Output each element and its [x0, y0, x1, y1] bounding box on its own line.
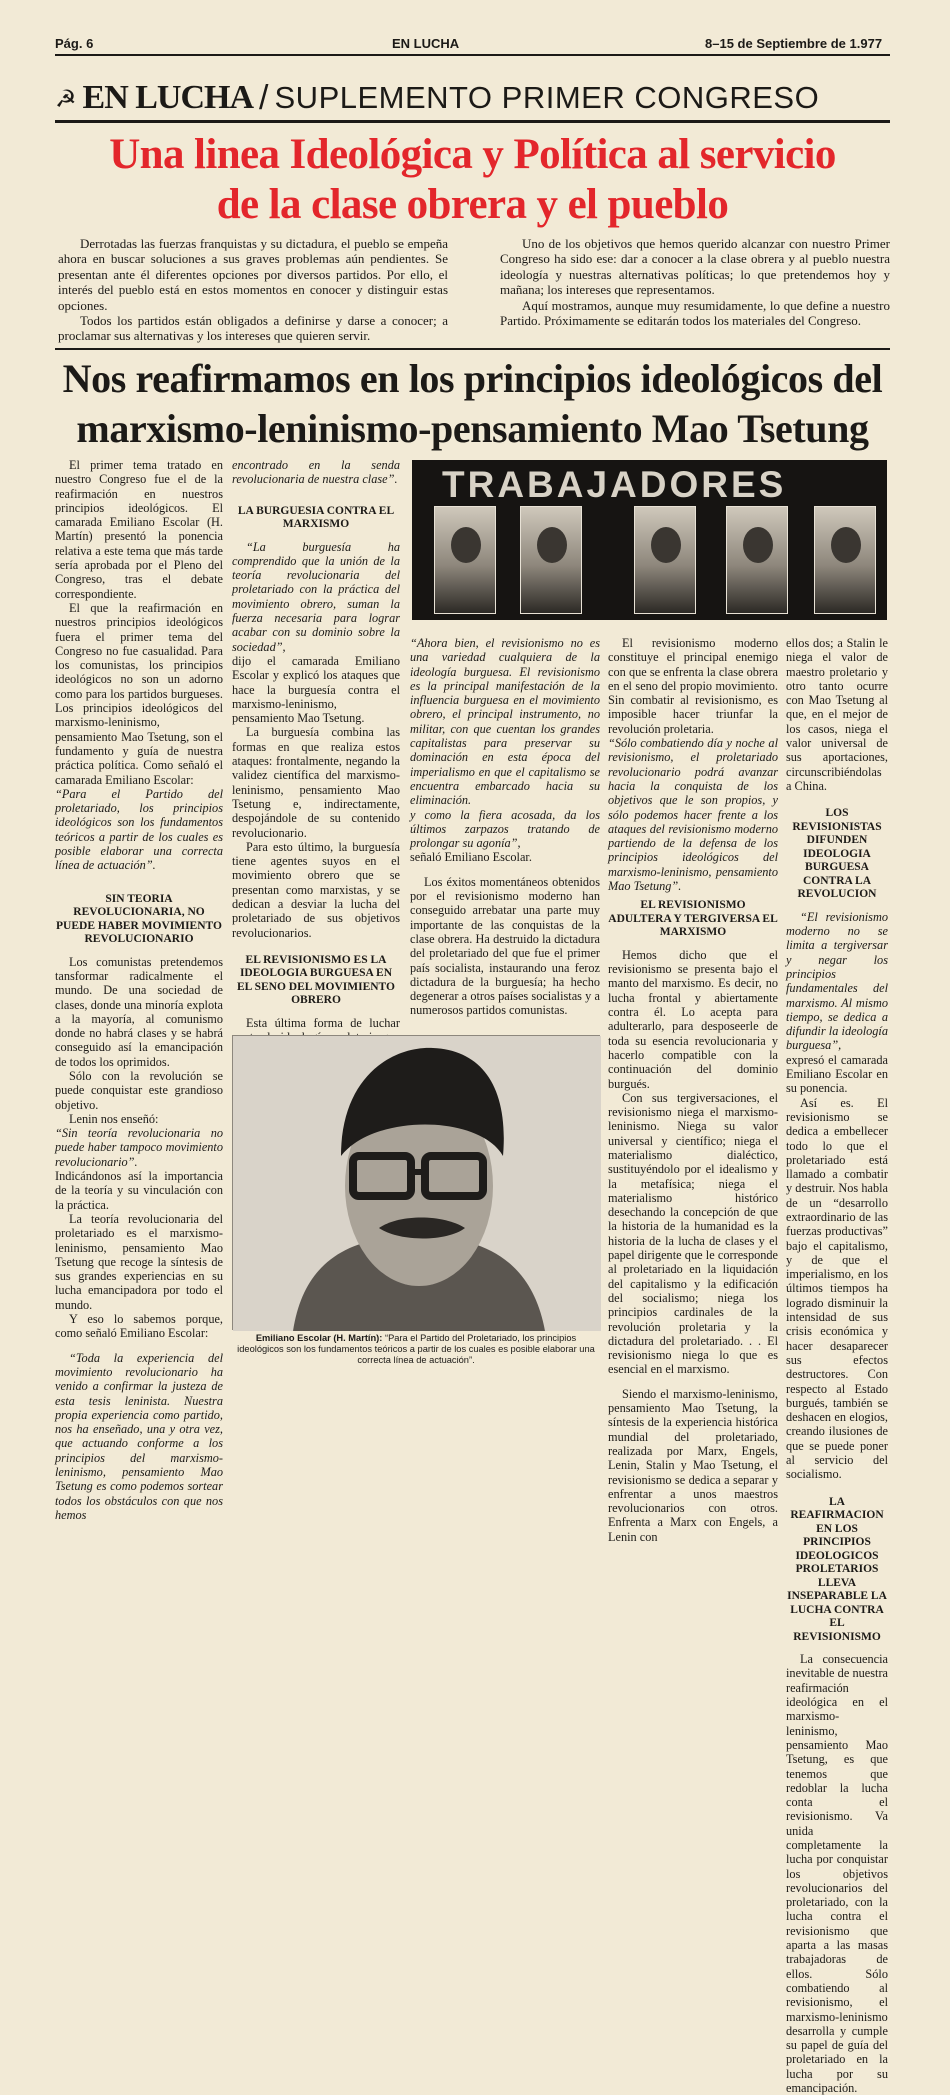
col2-subhead-2: EL REVISIONISMO ES LA IDEOLOGIA BURGUESA EN EL SENO DEL MOVIMIENTO OBRERO: [237, 953, 395, 1007]
col5-subhead-2: LA REAFIRMACION EN LOS PRINCIPIOS IDEOLOGICOS PROLETARIOS LLEVA INSEPARABLE LA LUCHA CONTRA EL REVISIONISMO: [787, 1495, 887, 1643]
col4-p2: Hemos dicho que el revisionismo se presenta bajo el manto del marxismo. Es decir, no lucha frontal y abiertamente contra él. Lo acepta para adulterarlo, para desposeerle de toda su esencia revolucionaria y hacerlo compatible con la continuación del dominio burgués.: [608, 947, 778, 1091]
col2-p3: Para esto último, la burguesía tiene agentes suyos en el movimiento obrero que se presentan como marxistas, y se dedican a desviar la lucha del proletariado de sus objetivos revolucionarios.: [232, 839, 400, 940]
photo-emiliano-escolar: [232, 1035, 600, 1330]
article-headline-line1: Nos reafirmamos en los principios ideológicos del: [62, 356, 883, 401]
masthead-rule: [55, 120, 890, 123]
folio-paper: EN LUCHA: [392, 36, 460, 51]
red-headline-line2: de la clase obrera y el pueblo: [216, 181, 729, 228]
col1-p3: Los comunistas pretendemos tansformar radicalmente el mundo. De una sociedad de clases, donde una minoría explota a la mayoría, al comunismo donde no habrá clases y se habrá conseguido así la emancipación de todos los oprimidos.: [55, 954, 223, 1069]
col1-p8-quote: “Toda la experiencia del movimiento revolucionario ha venido a confirmar la justeza de esta tesis leninista. Nuestra propia experiencia como partido, nos ha enseñado, una y otra vez, que actuando conforme a los principios del marxismo-leninismo, pensamiento Mao Tsetung es como podemos sortear todos los obstáculos con que nos hemos: [55, 1350, 223, 1522]
col1-p5-b: Indicándonos así la importancia de la teoría y su vinculación con la práctica.: [55, 1169, 223, 1212]
masthead-slash: /: [259, 79, 269, 117]
portrait-stalin: [726, 506, 788, 614]
col1-p5: Lenin nos enseñó:: [69, 1111, 159, 1126]
masthead-logo: EN LUCHA: [82, 79, 254, 116]
caption-name: Emiliano Escolar (H. Martín):: [255, 1333, 383, 1343]
col4-p4: Siendo el marxismo-leninismo, pensamiento Mao Tsetung, la síntesis de la experiencia histórica mundial del proletariado, realizada por Marx, Engels, Lenin, Stalin y Mao Tsetung, el revisionismo se dedica a separar y enfrentar a unos maestros revolucionarios con otros. Enfrenta a Marx con Engels, a Lenin con: [608, 1386, 778, 1544]
intro-left-p1: Derrotadas las fuerzas franquistas y su dictadura, el pueblo se empeña ahora en buscar soluciones a sus graves problemas aún pendientes. Se presentan ante él diferentes opciones por diversos partidos. Por ello, el interés del pueblo está en estos momentos en conocer y distinguir estas opciones.: [58, 236, 448, 313]
caption-text: “Para el Partido del Proletariado, los principios ideológicos son los fundamentos teóricos a partir de los cuales es posible elaborar una correcta línea de actuación”.: [237, 1333, 595, 1365]
intro-rule: [55, 348, 890, 350]
banner-word: TRABAJADORES: [442, 464, 787, 505]
intro-left: [58, 236, 448, 344]
top-rule: [55, 54, 890, 56]
portrait-illustration: [233, 1036, 601, 1331]
photo-portraits-banner: [412, 460, 887, 620]
column-2: [232, 458, 400, 1073]
col5-p2-b: expresó el camarada Emiliano Escolar en su ponencia.: [786, 1052, 888, 1096]
col2-p1-b: dijo el camarada Emiliano Escolar y explicó los ataques que hace la burguesía contra el marxismo-leninismo, pensamiento Mao Tsetung.: [232, 653, 400, 726]
photo-caption: [232, 1333, 600, 1366]
col2-p2: La burguesía combina las formas en que realiza estos ataques: frontalmente, negando la validez científica del marxismo-leninismo, pensamiento Mao Tsetung e, indirectamente, despojándole de su contenido revolucionario.: [232, 725, 400, 840]
col1-p5-quote: “Sin teoría revolucionaria no puede haber tampoco movimiento revolucionario”.: [55, 1126, 223, 1169]
folio-page: Pág. 6: [55, 36, 94, 51]
article-headline-line2: marxismo-leninismo-pensamiento Mao Tsetung: [76, 406, 869, 451]
column-3: [410, 636, 600, 1018]
column-1: [55, 458, 223, 1522]
col2-p0-quote: encontrado en la senda revolucionaria de nuestra clase”.: [232, 458, 400, 487]
col5-subhead-1: LOS REVISIONISTAS DIFUNDEN IDEOLOGIA BURGUESA CONTRA LA REVOLUCION: [792, 807, 882, 901]
col3-p1-quote: “Ahora bien, el revisionismo no es una variedad cualquiera de la ideología burguesa. El revisionismo es la principal manifestación de la influencia burguesa en el movimiento obrero, el principal instrumento, no militar, con que cuentan los grandes capitalistas para preservar su dominación en esta época del imperialismo en que el capitalismo se encuentra embarcado hacia su eliminación.: [410, 636, 600, 808]
col1-p4: Sólo con la revolución se puede conquistar este grandioso objetivo.: [55, 1068, 223, 1112]
col2-subhead-1: LA BURGUESIA CONTRA EL MARXISMO: [237, 504, 395, 531]
red-headline: [55, 130, 890, 230]
portrait-marx: [434, 506, 496, 614]
intro-left-p2: Todos los partidos están obligados a definirse y darse a conocer; a proclamar sus alternativas y los intereses que quieren servir.: [58, 313, 448, 344]
col1-p2-quote: “Para el Partido del proletariado, los principios ideológicos son los fundamentos teóricos a partir de los cuales es posible elaborar una correcta línea de actuación”.: [55, 786, 223, 873]
col1-p1: El primer tema tratado en nuestro Congreso fue el de la reafirmación en nuestros principios ideológicos. El camarada Emiliano Escolar (H. Martín) presentó la ponencia relativa a este tema que más tarde sería aprobada por el Pleno del Congreso, tras el debate correspondiente.: [55, 458, 223, 601]
col3-p2-quote: y como la fiera acosada, da los últimos zarpazos tratando de prolongar su agonía”,: [410, 807, 600, 851]
col1-subhead-1: SIN TEORIA REVOLUCIONARIA, NO PUEDE HABER MOVIMIENTO REVOLUCIONARIO: [56, 892, 222, 946]
portrait-lenin: [634, 506, 696, 614]
intro-right: [500, 236, 890, 328]
intro-right-p1: Uno de los objetivos que hemos querido alcanzar con nuestro Primer Congreso ha sido ese: dar a conocer a la clase obrera y al pueblo nuestra ideología y nuestras alternativas políticas; lo que pretendemos hoy y mañana; los intereses que representamos.: [500, 236, 890, 298]
hammer-sickle-icon: ☭: [55, 87, 77, 113]
col4-p3: Con sus tergiversaciones, el revisionismo niega el marxismo-leninismo. Niega su valor universal y científico; niega el materialismo dialéctico, sustituyéndolo por el idealismo y la metafísica; niega el materialismo histórico desechando la concepción de que la historia de la humanidad es la historia de la lucha de clases y el papel dirigente que le corresponde al proletariado en la liquidación del capitalismo y la edificación del socialismo; niega los principios cardinales de la revolución proletaria y la dictadura del proletariado. . . El revisionismo niega lo que es esencial en el marxismo.: [608, 1090, 778, 1377]
intro-right-p2: Aquí mostramos, aunque muy resumidamente, lo que define a nuestro Partido. Próximamente se editarán todos los materiales del Congreso.: [500, 297, 890, 329]
col4-p1-quote: “Sólo combatiendo día y noche al revisionismo, el proletariado revolucionario podrá avanzar hacia la conquista de los objetivos que le son propios, y sólo podemos hacer frente a los ataques del revisionismo moderno partiendo de la defensa de los principios ideológicos del marxismo-leninismo, pensamiento Mao Tsetung”.: [608, 736, 778, 894]
column-4: [608, 636, 778, 1544]
col2-p4: Esta última forma de luchar: [246, 1015, 400, 1030]
masthead: [55, 74, 890, 116]
folio-date: 8–15 de Septiembre de 1.977: [705, 36, 883, 51]
col1-p7: Y eso lo sabemos porque, como señaló Emiliano Escolar:: [55, 1312, 223, 1341]
col2-p1-quote: “La burguesía ha comprendido que la unión de la teoría revolucionaria del proletariado con la práctica del movimiento obrero, suman la fuerza necesaria para lograr acabar con su dominio sobre la sociedad”,: [232, 539, 400, 654]
col5-p4: La consecuencia inevitable de nuestra reafirmación ideológica en el marxismo-leninismo, pensamiento Mao Tsetung, es que tenemos que redoblar la lucha conta el revisionismo. Va unida completamente la lucha por conquistar los objetivos revolucionarios del proletariado, con la lucha contra el revisionismo que aparta a las masas trabajadoras de ellos. Sólo combatiendo al revisionismo, el marxismo-leninismo desarrolla y cumple su papel de guía del proletariado en la lucha por su emancipación.: [786, 1652, 888, 2095]
column-5: [786, 636, 888, 2095]
article-headline: [55, 354, 890, 454]
col4-p1: El revisionismo moderno constituye el principal enemigo con que se enfrenta la clase obrera en el seno del propio movimiento. Sin combatir al revisionismo, es imposible hacer triunfar la revolución proletaria.: [608, 636, 778, 736]
col1-p2: El que la reafirmación en nuestros principios ideológicos fuera el primer tema del Congreso no fue casualidad. Para los comunistas, los principios ideológicos no son un adorno como para los partidos burgueses. Los principios ideológicos del marxismo-leninismo, pensamiento Mao Tsetung, son el fundamento y guía de nuestra práctica política. Como señaló el camarada Emiliano Escolar:: [55, 600, 223, 787]
portrait-engels: [520, 506, 582, 614]
col5-p2-quote: “El revisionismo moderno no se limita a tergiversar y negar los principios fundamentales del marxismo. Al mismo tiempo, se dedica a difundir la ideología burguesa”,: [786, 909, 888, 1053]
masthead-supplement: SUPLEMENTO PRIMER CONGRESO: [274, 80, 820, 115]
col3-p3: Los éxitos momentáneos obtenidos por el revisionismo moderno han conseguido arrebatar una parte muy importante de las conquistas de la clase obrera. Ha destruido la dictadura del proletariado del que fue el primer país socialista, instaurando una feroz dictadura de la burguesía; ha hecho degenerar a otros países socialistas y a numerosos partidos comunistas.: [410, 874, 600, 1018]
col3-p2-b: señaló Emiliano Escolar.: [410, 850, 532, 865]
col4-subhead-1: EL REVISIONISMO ADULTERA Y TERGIVERSA EL MARXISMO: [608, 899, 778, 939]
col1-p6: La teoría revolucionaria del proletariado es el marxismo-leninismo, pensamiento Mao Tsetung que recoge la síntesis de sus grandes experiencias en su lucha emancipadora por todo el mundo.: [55, 1211, 223, 1312]
portrait-mao: [814, 506, 876, 614]
red-headline-line1: Una linea Ideológica y Política al servicio: [109, 131, 836, 178]
col5-p1: ellos dos; a Stalin le niega el valor de maestro proletario y otro tanto ocurre con Mao Tsetung al que, en el mejor de los casos, niega el valor universal de sus aportaciones, circunscribiéndolas a China.: [786, 636, 888, 793]
col5-p3: Así es. El revisionismo se dedica a embellecer todo lo que el proletariado está llamado a combatir y destruir. Nos habla de un “desarrollo extraordinario de las fuerzas productivas” bajo el capitalismo, y de que el imperialismo, en los últimos tiempos ha logrado disminuir la intensidad de sus crisis económica y hacer desaparecer sus efectos destructores. Con respecto al Estado burgués, también se deshacen en elogios, creando ilusiones de que se puede poner al servicio del socialismo.: [786, 1095, 888, 1482]
